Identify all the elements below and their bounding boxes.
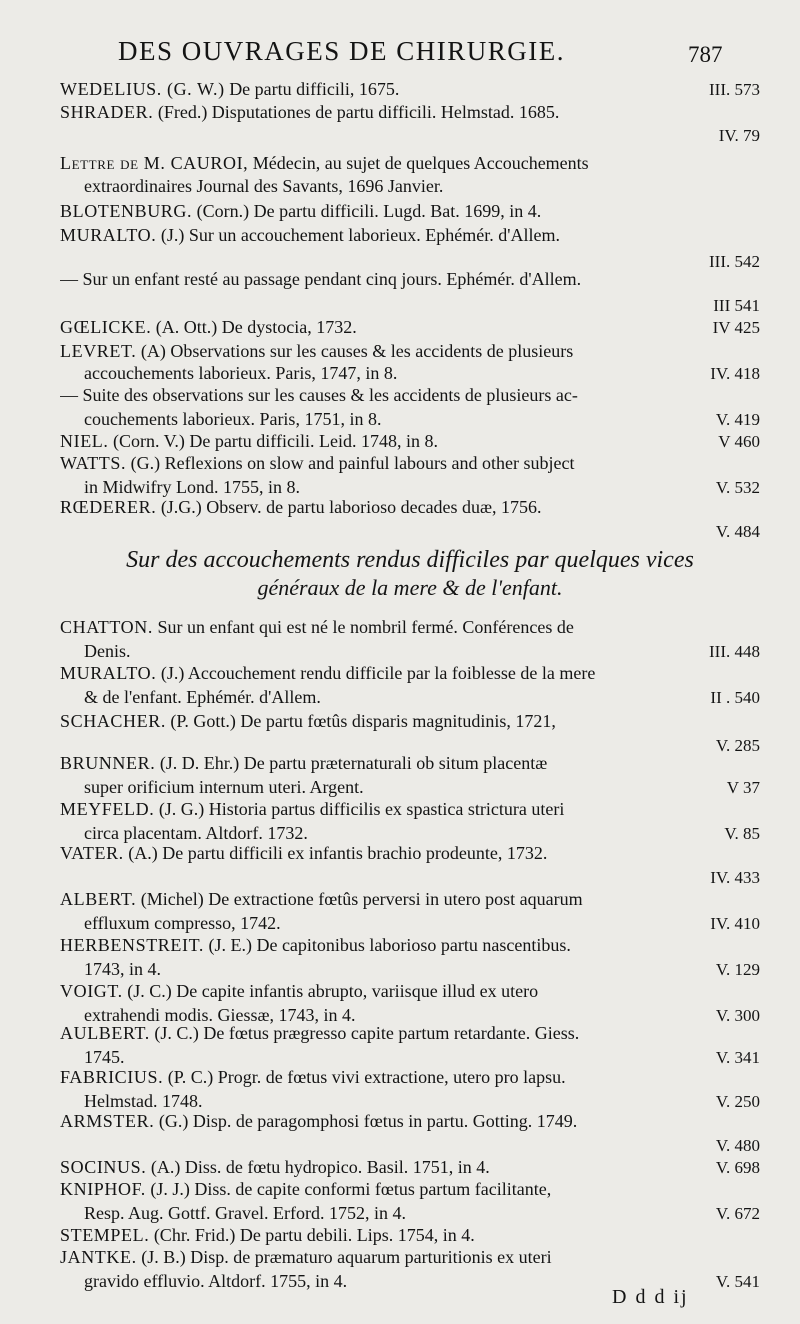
entry-author: SCHACHER. xyxy=(60,711,166,731)
entry-line-1 xyxy=(60,101,760,124)
entry-text: (G.) Reflexions on slow and painful labours and other subject xyxy=(126,453,575,473)
entry-text: (J.) Accouchement rendu difficile par la foiblesse de la mere xyxy=(156,663,596,683)
volume-page-ref: IV. 410 xyxy=(710,914,760,933)
section-heading-line-2: généraux de la mere & de l'enfant. xyxy=(257,575,563,600)
volume-page-ref: V. 484 xyxy=(715,522,760,541)
entry-text: (J. D. Ehr.) De partu præternaturali ob situm placentæ xyxy=(155,753,548,773)
volume-page-ref: V. 129 xyxy=(715,960,760,979)
volume-page-ref: V. 250 xyxy=(715,1092,760,1111)
entry-continuation: extraordinaires Journal des Savants, 1696 Janvier. xyxy=(84,176,444,196)
page-number: 787 xyxy=(688,42,723,67)
entry-continuation: Denis. xyxy=(84,641,131,661)
entry-author: FABRICIUS. xyxy=(60,1067,164,1087)
entry-author: MURALTO. xyxy=(60,663,157,683)
entry-line-1 xyxy=(60,934,760,957)
entry-text: — Sur un enfant resté au passage pendant cinq jours. Ephémér. d'Allem. xyxy=(60,269,582,289)
entry-text: (A.) De partu difficili ex infantis brachio prodeunte, 1732. xyxy=(123,843,548,863)
entry-text: (Chr. Frid.) De partu debili. Lips. 1754, in 4. xyxy=(149,1225,475,1245)
entry-continuation: 1745. xyxy=(84,1047,125,1067)
entry-line-2 xyxy=(84,408,760,431)
volume-page-ref: IV. 418 xyxy=(710,364,760,383)
volume-page-ref: V. 341 xyxy=(715,1048,760,1067)
entry-line-2 xyxy=(84,124,760,147)
entry-line-1 xyxy=(60,752,760,775)
entry-text: (J.) Sur un accouchement laborieux. Ephémér. d'Allem. xyxy=(156,225,560,245)
entry-author: WEDELIUS. (G. W.) xyxy=(60,79,225,99)
entry-line-1 xyxy=(60,452,760,475)
entry-line-1 xyxy=(60,268,760,291)
entry-line-1 xyxy=(60,200,760,223)
entry-text: (J. B.) Disp. de præmaturo aquarum parturitionis ex uteri xyxy=(136,1247,552,1267)
running-header xyxy=(0,34,800,74)
entry-line-1 xyxy=(60,430,760,453)
entry-line-1 xyxy=(60,1178,760,1201)
volume-page-ref: V 460 xyxy=(718,432,760,451)
entry-author: GŒLICKE. xyxy=(60,317,152,337)
entry-text: (Michel) De extractione fœtûs perversi in utero post aquarum xyxy=(136,889,583,909)
entry-line-2 xyxy=(84,175,760,198)
volume-page-ref: V. 285 xyxy=(715,736,760,755)
entry-line-2 xyxy=(84,866,760,889)
entry-line-1 xyxy=(60,224,760,247)
entry-line-1 xyxy=(60,842,760,865)
volume-page-ref: II . 540 xyxy=(710,688,760,707)
volume-page-ref: V. 419 xyxy=(715,410,760,429)
entry-line-1 xyxy=(60,980,760,1003)
entry-line-2 xyxy=(84,958,760,981)
volume-page-ref: IV. 433 xyxy=(710,868,760,887)
entry-author: ALBERT. xyxy=(60,889,137,909)
volume-page-ref: V. 480 xyxy=(715,1136,760,1155)
entry-author: CHATTON. xyxy=(60,617,153,637)
entry-text: (J. C.) De capite infantis abrupto, variisque illud ex utero xyxy=(122,981,539,1001)
entry-text: (G.) Disp. de paragomphosi fœtus in partu. Gotting. 1749. xyxy=(154,1111,578,1131)
entry-line-2 xyxy=(84,640,760,663)
entry-line-2 xyxy=(84,776,760,799)
entry-author: SHRADER. xyxy=(60,102,154,122)
entry-author: STEMPEL. xyxy=(60,1225,150,1245)
volume-page-ref: III. 573 xyxy=(709,80,760,99)
entry-continuation: & de l'enfant. Ephémér. d'Allem. xyxy=(84,687,321,707)
entry-text: (Fred.) Disputationes de partu difficili. Helmstad. 1685. xyxy=(153,102,560,122)
entry-text: (A. Ott.) De dystocia, 1732. xyxy=(151,317,357,337)
entry-text: (P. C.) Progr. de fœtus vivi extractione, utero pro lapsu. xyxy=(163,1067,566,1087)
entry-line-1 xyxy=(60,316,760,339)
entry-line-1 xyxy=(60,1246,760,1269)
entry-continuation: circa placentam. Altdorf. 1732. xyxy=(84,823,308,843)
entry-line-2 xyxy=(84,1134,760,1157)
entry-author: HERBENSTREIT. xyxy=(60,935,204,955)
entry-line-1 xyxy=(60,340,760,363)
entry-text: (J.G.) Observ. de partu laborioso decades duæ, 1756. xyxy=(156,497,542,517)
entry-author: BLOTENBURG. xyxy=(60,201,193,221)
entry-author: WATTS. xyxy=(60,453,127,473)
entry-continuation: 1743, in 4. xyxy=(84,959,162,979)
volume-page-ref: V. 698 xyxy=(715,1158,760,1177)
entry-text: Médecin, au sujet de quelques Accouchements xyxy=(248,153,589,173)
entry-author: ARMSTER. xyxy=(60,1111,155,1131)
entry-continuation: gravido effluvio. Altdorf. 1755, in 4. xyxy=(84,1271,348,1291)
entry-author: VOIGT. xyxy=(60,981,123,1001)
entry-continuation: super orificium internum uteri. Argent. xyxy=(84,777,364,797)
entry-text: (J. E.) De capitonibus laborioso partu nascentibus. xyxy=(203,935,571,955)
entry-line-1 xyxy=(60,662,760,685)
volume-page-ref: V. 85 xyxy=(724,824,760,843)
entry-author: Lettre de M. CAUROI, xyxy=(60,153,249,173)
entry-text: (J. J.) Diss. de capite conformi fœtus partum facilitante, xyxy=(145,1179,552,1199)
volume-page-ref: V. 541 xyxy=(715,1272,760,1291)
entry-line-1 xyxy=(60,710,760,733)
entry-line-1 xyxy=(60,1224,760,1247)
entry-line-1 xyxy=(60,616,760,639)
entry-text: (Corn.) De partu difficili. Lugd. Bat. 1699, in 4. xyxy=(192,201,542,221)
entry-author: KNIPHOF. xyxy=(60,1179,146,1199)
volume-page-ref: IV 425 xyxy=(712,318,760,337)
entry-line-2 xyxy=(84,520,760,543)
entry-continuation: in Midwifry Lond. 1755, in 8. xyxy=(84,477,300,497)
volume-page-ref: V. 672 xyxy=(715,1204,760,1223)
section-heading-line-1: Sur des accouchements rendus difficiles par quelques vices xyxy=(126,547,694,573)
entry-continuation: Resp. Aug. Gottf. Gravel. Erford. 1752, in 4. xyxy=(84,1203,406,1223)
entry-author: JANTKE. xyxy=(60,1247,137,1267)
entry-continuation: effluxum compresso, 1742. xyxy=(84,913,281,933)
entry-text: (P. Gott.) De partu fœtûs disparis magnitudinis, 1721, xyxy=(165,711,556,731)
entry-author: SOCINUS. xyxy=(60,1157,147,1177)
header-title: DES OUVRAGES DE CHIRURGIE. xyxy=(118,36,566,66)
entry-author: BRUNNER. xyxy=(60,753,156,773)
entry-author: LEVRET. xyxy=(60,341,137,361)
entry-line-1 xyxy=(60,1156,760,1179)
entry-line-1 xyxy=(60,888,760,911)
volume-page-ref: III. 448 xyxy=(709,642,760,661)
entry-author: NIEL. xyxy=(60,431,109,451)
entry-line-1 xyxy=(60,1022,760,1045)
entry-line-1 xyxy=(60,1110,760,1133)
entry-line-1 xyxy=(60,152,760,175)
entry-line-1 xyxy=(60,496,760,519)
entry-line-2 xyxy=(84,686,760,709)
entry-line-1 xyxy=(60,1066,760,1089)
entry-text: (A.) Diss. de fœtu hydropico. Basil. 1751, in 4. xyxy=(146,1157,490,1177)
entry-text: (A) Observations sur les causes & les accidents de plusieurs xyxy=(136,341,574,361)
entry-author: VATER. xyxy=(60,843,124,863)
entry-text: (J. G.) Historia partus difficilis ex spastica strictura uteri xyxy=(154,799,565,819)
volume-page-ref: III. 542 xyxy=(709,252,760,271)
entry-line-2 xyxy=(84,912,760,935)
entry-line-2 xyxy=(84,294,760,317)
entry-text: Sur un enfant qui est né le nombril fermé. Conférences de xyxy=(152,617,574,637)
entry-continuation: couchements laborieux. Paris, 1751, in 8. xyxy=(84,409,382,429)
entry-line-2 xyxy=(84,1202,760,1225)
entry-continuation: extrahendi modis. Giessæ, 1743, in 4. xyxy=(84,1005,356,1025)
volume-page-ref: V 37 xyxy=(726,778,760,797)
signature-mark: D d d ij xyxy=(612,1286,689,1308)
entry-line-2 xyxy=(84,362,760,385)
entry-line-1 xyxy=(60,798,760,821)
entry-text: De partu difficili, 1675. xyxy=(224,79,400,99)
entry-author: MURALTO. xyxy=(60,225,157,245)
volume-page-ref: III 541 xyxy=(713,296,760,315)
entry-author: MEYFELD. xyxy=(60,799,155,819)
volume-page-ref: V. 532 xyxy=(715,478,760,497)
entry-continuation: Helmstad. 1748. xyxy=(84,1091,203,1111)
entry-text: (J. C.) De fœtus prægresso capite partum retardante. Giess. xyxy=(149,1023,580,1043)
volume-page-ref: IV. 79 xyxy=(718,126,760,145)
entry-author: AULBERT. xyxy=(60,1023,150,1043)
entry-continuation: accouchements laborieux. Paris, 1747, in 8. xyxy=(84,363,398,383)
entry-line-1 xyxy=(60,78,760,101)
entry-text: (Corn. V.) De partu difficili. Leid. 1748, in 8. xyxy=(108,431,438,451)
entry-text: — Suite des observations sur les causes & les accidents de plusieurs ac- xyxy=(60,385,578,405)
entry-author: RŒDERER. xyxy=(60,497,157,517)
entry-line-1 xyxy=(60,384,760,407)
volume-page-ref: V. 300 xyxy=(715,1006,760,1025)
